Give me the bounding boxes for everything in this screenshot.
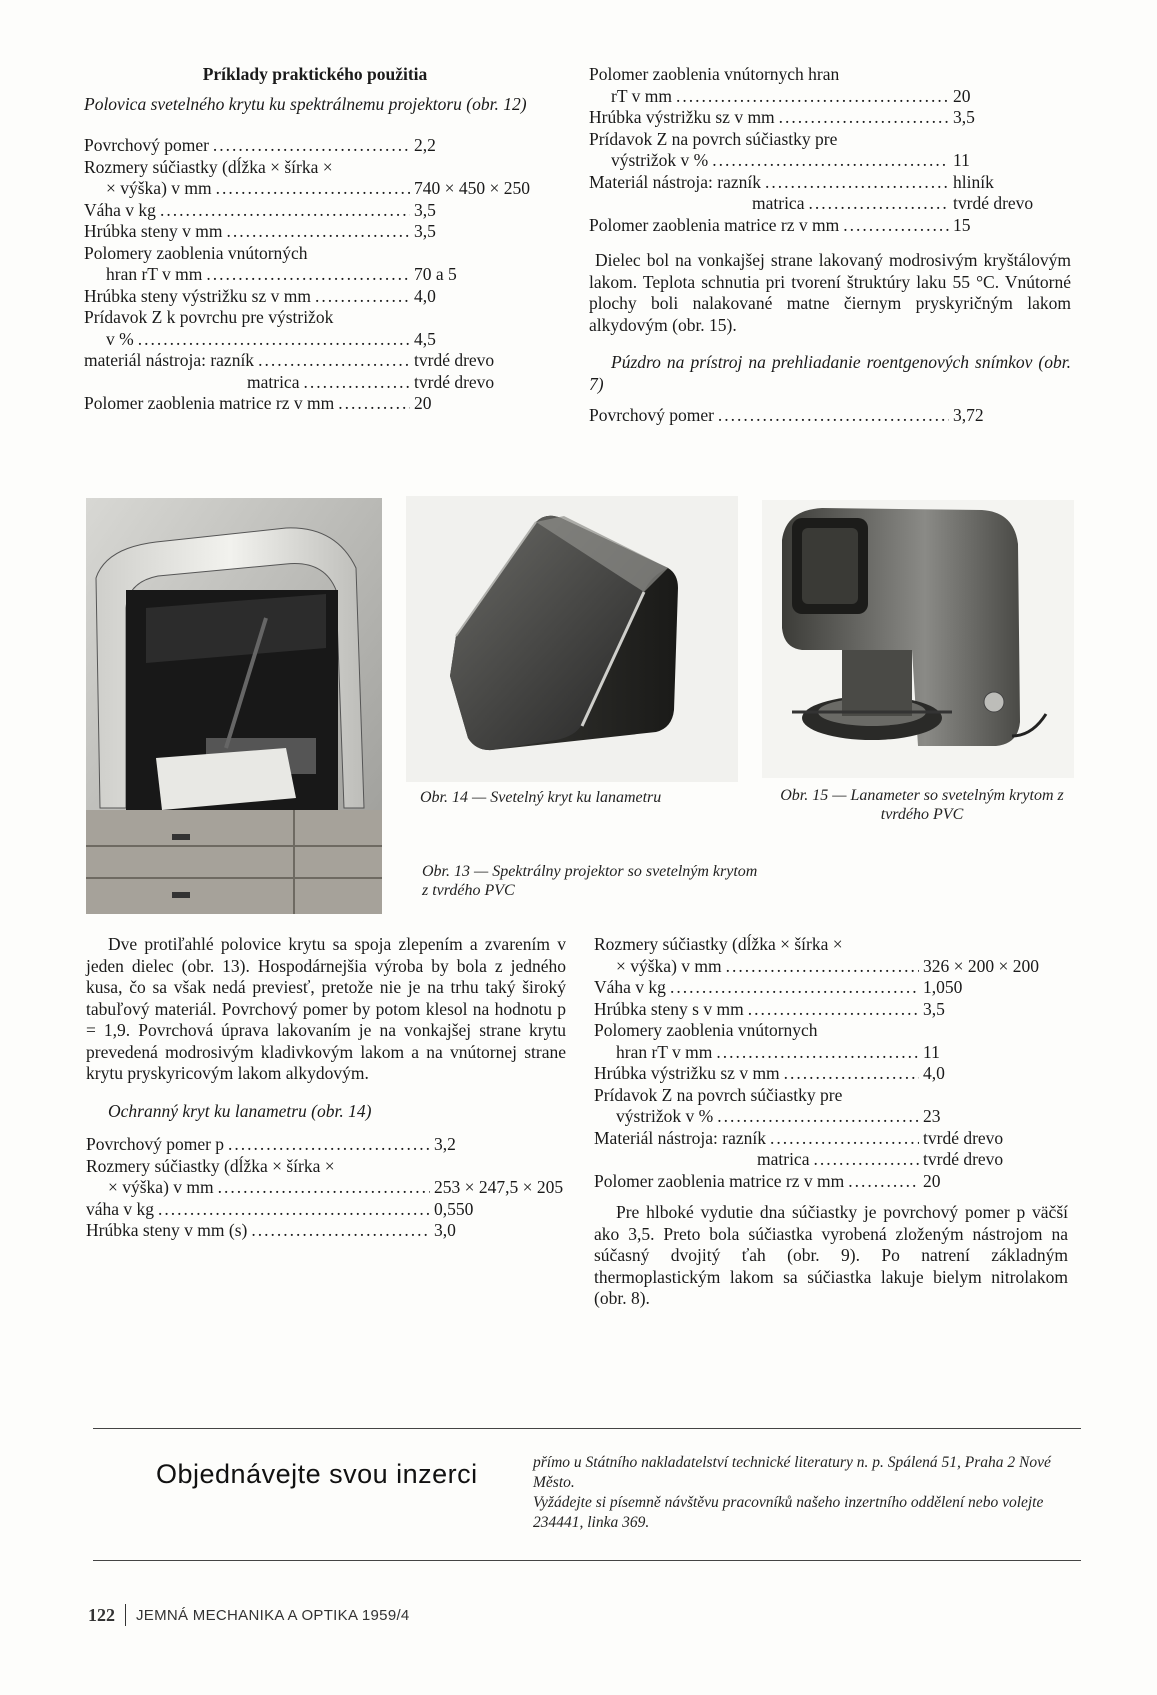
- left-top-column: [84, 64, 546, 415]
- spec-label: Polomer zaoblenia matrice rz v mm: [594, 1170, 845, 1191]
- spec-label: Hrúbka steny s v mm: [594, 998, 744, 1019]
- spec-value: 2,2: [414, 135, 436, 155]
- spec-label: Váha v kg: [84, 199, 156, 220]
- spec-label: Povrchový pomer: [84, 135, 209, 155]
- spec-label: Polomery zaoblenia vnútorných: [84, 242, 308, 263]
- spec-label: matrica: [247, 371, 300, 392]
- spec-value: 20: [953, 85, 971, 106]
- spec-value: 3,72: [953, 405, 984, 425]
- footer-divider: [125, 1604, 126, 1626]
- spec-value: 3,5: [953, 107, 975, 127]
- leader-dots: [813, 1149, 919, 1171]
- leader-dots: [784, 1063, 919, 1085]
- spec-row: [594, 934, 1068, 956]
- leader-dots: [338, 393, 410, 415]
- spec-label: matrica: [752, 193, 805, 213]
- spec-label: Polomery zaoblenia vnútornych: [594, 1020, 818, 1040]
- spec-row: [589, 193, 1071, 215]
- spec-row: [84, 135, 546, 157]
- leader-dots: [848, 1171, 919, 1193]
- spec-list-protective-cover: [86, 1134, 566, 1242]
- advertisement-text: [533, 1453, 1073, 1533]
- spec-row: [84, 393, 546, 415]
- spec-label: Polomer zaoblenia matrice rz v mm: [589, 214, 840, 235]
- leader-dots: [206, 264, 410, 286]
- spec-value: 11: [923, 1041, 940, 1062]
- spec-row: [84, 307, 546, 329]
- spec-label: váha v kg: [86, 1198, 155, 1219]
- spec-row: [594, 1085, 1068, 1107]
- spec-value: 3,2: [434, 1134, 456, 1154]
- spec-value: 3,0: [434, 1220, 456, 1240]
- leader-dots: [670, 977, 919, 999]
- spec-row: [589, 405, 1071, 427]
- spec-list-xray-case: [589, 405, 1071, 427]
- caption-fig-13: Obr. 13 — Spektrálny projektor so svetelným krytom z tvrdého PVC: [422, 863, 758, 899]
- leader-dots: [138, 329, 410, 351]
- advertisement-line-2: Vyžádejte si písemně návštěvu pracovníků našeho inzertního oddělení nebo volejte 234441, linka 369.: [533, 1494, 1044, 1531]
- spec-label: Hrúbka výstrižku sz v mm: [589, 107, 775, 127]
- section-heading: Príklady praktického použitia: [202, 64, 428, 84]
- spec-value: 4,0: [414, 285, 436, 306]
- leader-dots: [716, 1042, 919, 1064]
- spec-label: Hrúbka steny v mm: [84, 221, 223, 241]
- spec-row: [589, 64, 1071, 86]
- spec-value: tvrdé drevo: [923, 1149, 1004, 1169]
- spec-row: [84, 286, 546, 308]
- spec-value: 1,050: [923, 977, 963, 997]
- spec-row: [84, 221, 546, 243]
- spec-value: tvrdé drevo: [414, 371, 495, 392]
- leader-dots: [251, 1220, 430, 1242]
- page-number: 122: [88, 1604, 115, 1625]
- spec-row: [84, 350, 546, 372]
- caption-fig-14: Obr. 14 — Svetelný kryt ku lanametru: [420, 789, 662, 806]
- spec-row: [594, 1106, 1068, 1128]
- page-footer: [88, 1604, 410, 1626]
- spec-row: [594, 1149, 1068, 1171]
- leader-dots: [770, 1128, 919, 1150]
- spec-label: matrica: [757, 1149, 810, 1169]
- spec-label: rT v mm: [611, 85, 672, 106]
- spec-label: Hrúbka výstrižku sz v mm: [594, 1063, 780, 1083]
- spec-value: 0,550: [434, 1198, 474, 1219]
- leader-dots: [765, 172, 949, 194]
- spec-label: Rozmery súčiastky (dĺžka × šírka ×: [84, 156, 333, 177]
- spec-value: 326 × 200 × 200: [923, 955, 1039, 976]
- spec-label: Prídavok Z na povrch súčiastky pre: [589, 128, 838, 149]
- spec-value: 23: [923, 1106, 941, 1126]
- spec-row: [594, 956, 1068, 978]
- spec-row: [594, 1020, 1068, 1042]
- leader-dots: [717, 1106, 919, 1128]
- spec-label: Polomer zaoblenia matrice rz v mm: [84, 393, 335, 413]
- spec-value: 4,5: [414, 328, 436, 349]
- spec-value: tvrdé drevo: [923, 1127, 1004, 1148]
- spec-value: 253 × 247,5 × 205: [434, 1177, 564, 1197]
- photo-lanameter: [762, 500, 1074, 778]
- spec-label: × výška) v mm: [108, 1177, 214, 1197]
- spec-value: 4,0: [923, 1063, 945, 1083]
- photo-light-cover: [406, 496, 738, 782]
- spec-row: [84, 329, 546, 351]
- leader-dots: [228, 1134, 430, 1156]
- leader-dots: [779, 107, 949, 129]
- spec-label: Povrchový pomer p: [86, 1134, 225, 1154]
- spec-label: Rozmery súčiastky (dĺžka × šírka ×: [86, 1155, 335, 1176]
- light-cover-illustration: [406, 496, 738, 782]
- spec-label: materiál nástroja: razník: [84, 350, 255, 370]
- spec-label: Polomer zaoblenia vnútornych hran: [589, 64, 840, 84]
- spec-value: 3,5: [923, 998, 945, 1019]
- spec-row: [86, 1177, 566, 1199]
- section-subheading: Polovica svetelného krytu ku spektrálnemu projektoru (obr. 12): [84, 93, 527, 114]
- leader-dots: [676, 86, 949, 108]
- leader-dots: [258, 350, 410, 372]
- leader-dots: [712, 150, 949, 172]
- leader-dots: [748, 999, 919, 1021]
- advertisement-line-1: přímo u Státního nakladatelství technické literatury n. p. Spálená 51, Praha 2 Nové Město.: [533, 1454, 1051, 1491]
- spec-label: hran rT v mm: [106, 264, 203, 284]
- spec-row: [86, 1156, 566, 1178]
- spec-label: Prídavok Z k povrchu pre výstrižok: [84, 307, 334, 327]
- spec-row: [86, 1220, 566, 1242]
- section-subheading-xray: Púzdro na prístroj na prehliadanie roentgenových snímkov (obr. 7): [589, 352, 1071, 394]
- spec-list-lanameter-projector: [84, 135, 546, 415]
- spec-label: × výška) v mm: [616, 955, 722, 976]
- spec-row: [84, 178, 546, 200]
- spec-row: [589, 107, 1071, 129]
- spec-list-right-top: [589, 64, 1071, 236]
- lanameter-illustration: [762, 500, 1074, 778]
- advertisement-title: Objednávejte svou inzerci: [156, 1459, 478, 1489]
- spec-row: [84, 243, 546, 265]
- spec-row: [594, 1128, 1068, 1150]
- spec-row: [86, 1134, 566, 1156]
- spec-value: tvrdé drevo: [953, 193, 1034, 213]
- leader-dots: [160, 200, 410, 222]
- leader-dots: [808, 193, 949, 215]
- spec-label: Prídavok Z na povrch súčiastky pre: [594, 1084, 843, 1105]
- spec-label: hran rT v mm: [616, 1041, 713, 1062]
- spec-label: Rozmery súčiastky (dĺžka × šírka ×: [594, 934, 843, 954]
- spec-label: Materiál nástroja: razník: [594, 1127, 767, 1148]
- spec-value: 740 × 450 × 250: [414, 178, 530, 198]
- leader-dots: [216, 178, 410, 200]
- spec-row: [589, 215, 1071, 237]
- leader-dots: [843, 215, 949, 237]
- right-top-column: [589, 64, 1071, 427]
- right-bottom-column: [594, 934, 1068, 1310]
- spec-label: Povrchový pomer: [589, 405, 714, 425]
- spec-label: výstrižok v %: [611, 150, 709, 170]
- spec-row: [86, 1199, 566, 1221]
- spec-value: 15: [953, 214, 971, 235]
- spec-label: Váha v kg: [594, 977, 666, 997]
- leader-dots: [158, 1199, 430, 1221]
- spec-row: [589, 86, 1071, 108]
- advertisement-box: [93, 1428, 1081, 1561]
- spec-row: [589, 129, 1071, 151]
- spec-row: [589, 150, 1071, 172]
- spec-value: 20: [414, 393, 432, 413]
- spec-row: [84, 372, 546, 394]
- caption-fig-15: Obr. 15 — Lanameter so svetelným krytom z tvrdého PVC: [780, 787, 1064, 823]
- spec-row: [84, 264, 546, 286]
- spec-value: 70 a 5: [414, 264, 457, 284]
- leader-dots: [213, 135, 410, 157]
- spec-row: [594, 999, 1068, 1021]
- spec-row: [594, 1063, 1068, 1085]
- leader-dots: [718, 405, 949, 427]
- spec-label: Hrúbka steny výstrižku sz v mm: [84, 285, 311, 306]
- projector-illustration: [86, 498, 382, 914]
- spec-label: × výška) v mm: [106, 178, 212, 198]
- leader-dots: [303, 372, 410, 394]
- photo-spectral-projector: [86, 498, 382, 914]
- left-bottom-column: [86, 934, 566, 1242]
- journal-name: JEMNÁ MECHANIKA A OPTIKA 1959/4: [136, 1606, 410, 1624]
- spec-list-lanameter: [594, 934, 1068, 1192]
- leader-dots: [726, 956, 919, 978]
- spec-row: [594, 1171, 1068, 1193]
- spec-row: [594, 977, 1068, 999]
- spec-label: Materiál nástroja: razník: [589, 171, 762, 192]
- spec-value: 3,5: [414, 199, 436, 220]
- spec-row: [594, 1042, 1068, 1064]
- spec-value: hliník: [953, 171, 994, 192]
- spec-value: 11: [953, 150, 970, 170]
- spec-label: Hrúbka steny v mm (s): [86, 1220, 248, 1240]
- section-subheading-protective-cover: Ochranný kryt ku lanametru (obr. 14): [108, 1100, 372, 1121]
- spec-value: 3,5: [414, 221, 436, 241]
- spec-value: tvrdé drevo: [414, 350, 495, 370]
- paragraph-deep-draw: Pre hlboké vydutie dna súčiastky je povrchový pomer p väčší ako 3,5. Preto bola súčiastka vyrobená zloženým nástrojom na súčasný dvojitý ťah (obr. 9). Po natrení základným thermoplastickým lakom sa súčiastka lakuje bielym nitrolakom (obr. 8).: [594, 1202, 1068, 1308]
- leader-dots: [315, 286, 410, 308]
- spec-value: 20: [923, 1170, 941, 1191]
- spec-row: [589, 172, 1071, 194]
- spec-label: výstrižok v %: [616, 1106, 714, 1126]
- spec-row: [84, 200, 546, 222]
- spec-label: v %: [106, 328, 134, 349]
- leader-dots: [227, 221, 410, 243]
- leader-dots: [218, 1177, 430, 1199]
- spec-row: [84, 157, 546, 179]
- paragraph-assembly: Dve protiľahlé polovice krytu sa spoja zlepením a zvarením v jeden dielec (obr. 13). Hospodárnejšia výroba by bola z jedného kusa, čo sa však nedá previesť, pretože nie je na trhu taký široký tabuľový materiál. Povrchový pomer by potom klesol na hodnotu p = 1,9. Povrchová úprava lakovaním je na vonkajšej strane krytu prevedená modrosivým kladivkovým lakom a na vnútornej strane krytu pryskyricovým lakom alkydovým.: [86, 934, 566, 1083]
- paragraph-lacquer: Dielec bol na vonkajšej strane lakovaný modrosivým kryštálovým lakom. Teplota schnutia pri tvorení štruktúry laku 55 °C. Vnútorné plochy boli nalakované matne čiernym pryskyričným lakom alkydovým (obr. 15).: [589, 250, 1071, 335]
